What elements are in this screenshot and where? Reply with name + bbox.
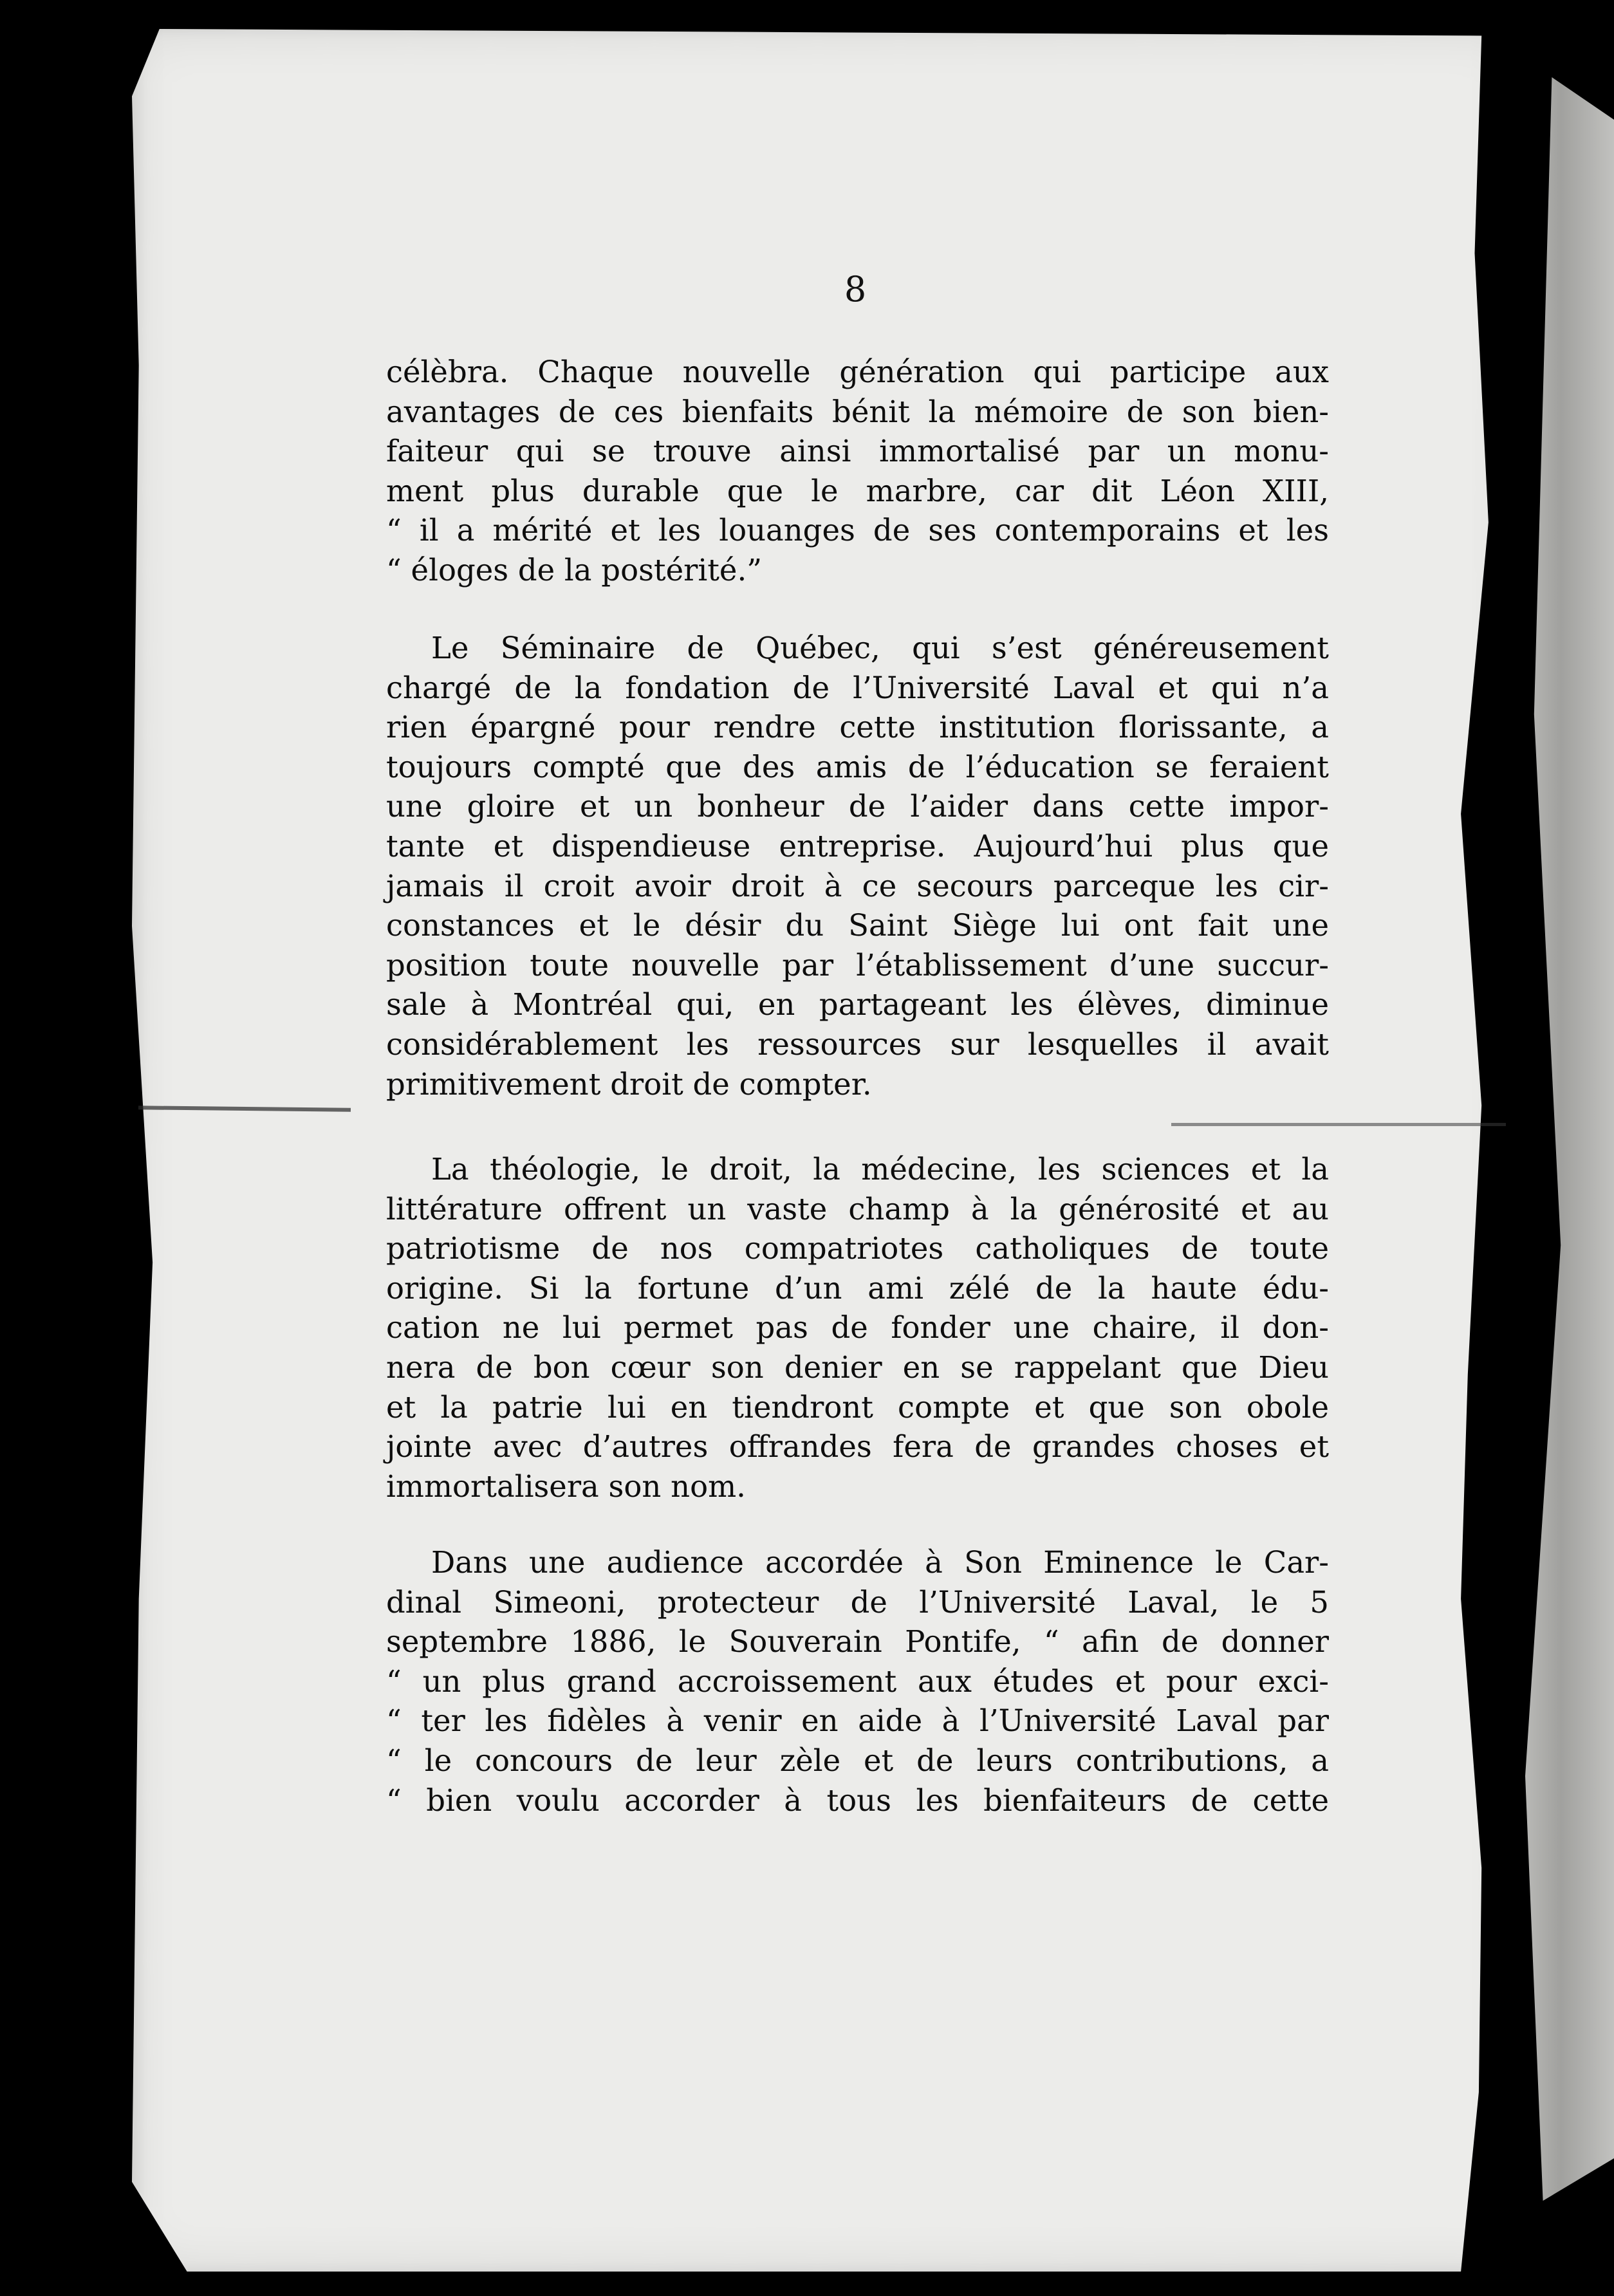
text-line: La théologie, le droit, la médecine, les sciences et la: [431, 1152, 1329, 1187]
text-line: primitivement droit de compter.: [386, 1066, 872, 1102]
text-line: avantages de ces bienfaits bénit la mémoire de son bien-: [386, 394, 1329, 429]
text-line: septembre 1886, le Souverain Pontife, “ afin de donner: [386, 1624, 1329, 1660]
paragraph-4: [386, 1543, 1329, 1820]
text-line: “ bien voulu accorder à tous les bienfaiteurs de cette: [386, 1782, 1329, 1818]
text-line: chargé de la fondation de l’Université Laval et qui n’a: [386, 670, 1329, 705]
text-line: rien épargné pour rendre cette institution florissante, a: [386, 710, 1329, 745]
text-line: position toute nouvelle par l’établissement d’une succur-: [386, 947, 1329, 983]
text-line: une gloire et un bonheur de l’aider dans cette impor-: [386, 789, 1329, 824]
text-line: “ il a mérité et les louanges de ses contemporains et les: [386, 513, 1329, 548]
text-line: Dans une audience accordée à Son Eminence le Car-: [431, 1545, 1329, 1580]
text-line: origine. Si la fortune d’un ami zélé de la haute édu-: [386, 1270, 1329, 1306]
text-line: constances et le désir du Saint Siège lui ont fait une: [386, 908, 1329, 943]
paragraph-3: [386, 1150, 1329, 1506]
adjacent-page-edge: [1525, 77, 1614, 2201]
text-line: jamais il croit avoir droit à ce secours parceque les cir-: [386, 868, 1329, 903]
page-tear-right: [1171, 1123, 1506, 1126]
text-line: immortalisera son nom.: [386, 1468, 746, 1504]
text-line: patriotisme de nos compatriotes catholiques de toute: [386, 1231, 1329, 1266]
text-line: “ ter les fidèles à venir en aide à l’Université Laval par: [386, 1703, 1329, 1739]
text-line: cation ne lui permet pas de fonder une chaire, il don-: [386, 1310, 1329, 1346]
text-line: sale à Montréal qui, en partageant les élèves, diminue: [386, 987, 1329, 1023]
text-line: Le Séminaire de Québec, qui s’est généreusement: [431, 631, 1329, 665]
paragraph-1: [386, 353, 1329, 591]
paragraph-2: [386, 629, 1329, 1104]
text-line: jointe avec d’autres offrandes fera de grandes choses et: [386, 1429, 1329, 1465]
text-line: dinal Simeoni, protecteur de l’Université Laval, le 5: [386, 1584, 1329, 1620]
text-line: “ éloges de la postérité.”: [386, 552, 762, 588]
text-line: ment plus durable que le marbre, car dit Léon XIII,: [386, 473, 1329, 508]
text-line: toujours compté que des amis de l’éducation se feraient: [386, 749, 1329, 784]
text-line: célèbra. Chaque nouvelle génération qui participe aux: [386, 355, 1329, 389]
page-number: 8: [844, 269, 867, 310]
text-line: “ un plus grand accroissement aux études et pour exci-: [386, 1663, 1329, 1699]
text-line: faiteur qui se trouve ainsi immortalisé par un monu-: [386, 434, 1329, 469]
text-line: “ le concours de leur zèle et de leurs contributions, a: [386, 1743, 1329, 1778]
text-line: tante et dispendieuse entreprise. Aujourd’hui plus que: [386, 828, 1329, 864]
text-line: et la patrie lui en tiendront compte et que son obole: [386, 1389, 1329, 1425]
text-line: littérature offrent un vaste champ à la générosité et au: [386, 1191, 1329, 1227]
text-line: considérablement les ressources sur lesquelles il avait: [386, 1026, 1329, 1062]
text-line: nera de bon cœur son denier en se rappelant que Dieu: [386, 1349, 1329, 1385]
